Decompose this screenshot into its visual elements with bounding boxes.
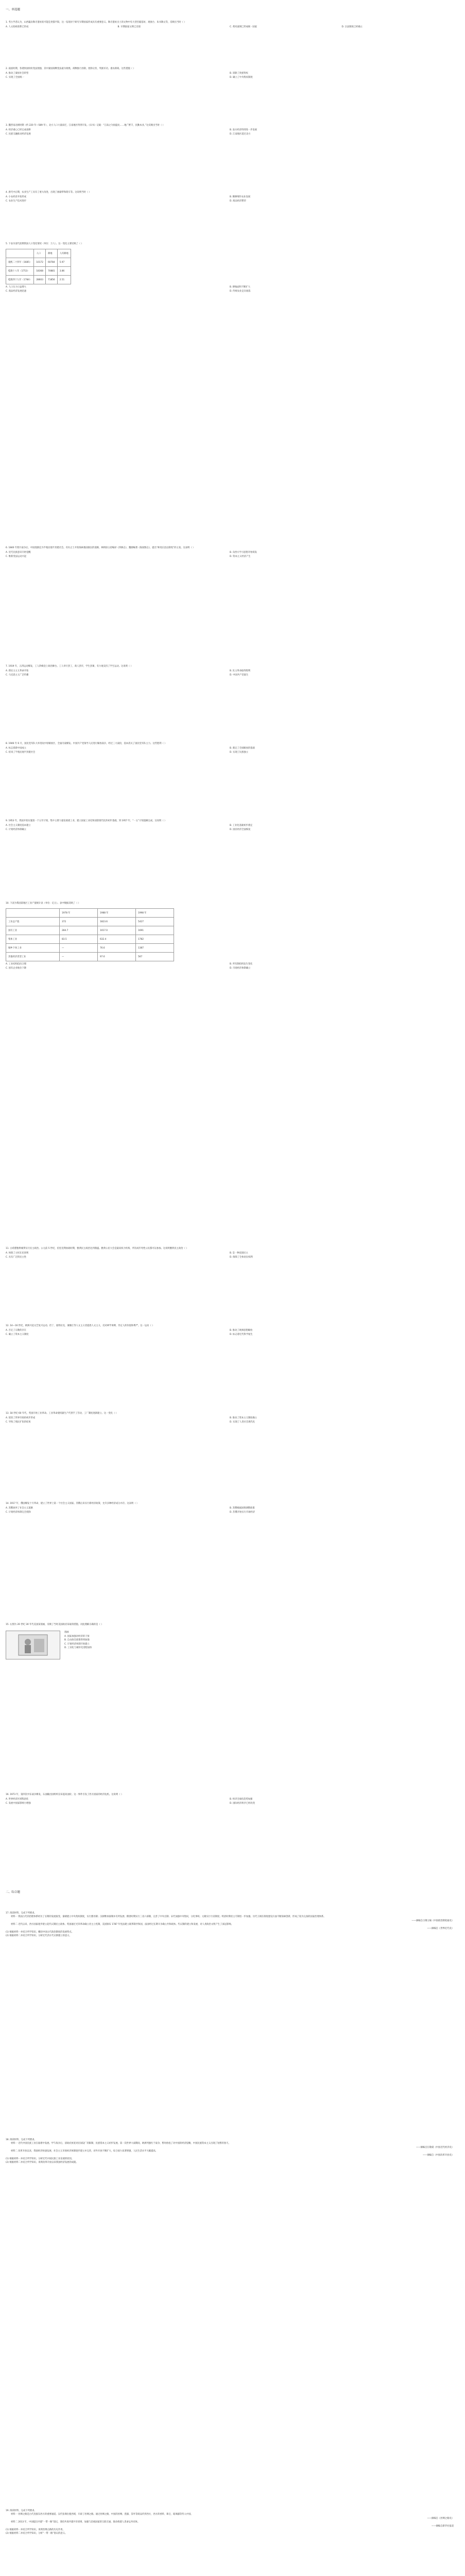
- table-header-row: [6, 249, 71, 258]
- options: [6, 551, 454, 558]
- picture-and-options: [6, 1631, 454, 1659]
- table-cell: 3.86: [57, 267, 71, 276]
- table-cell: 372: [60, 918, 98, 926]
- question-5: [6, 242, 454, 293]
- option-d[interactable]: D. 国民经济全面恢复: [230, 828, 251, 831]
- question-stem: 11. 古希腊雅典城邦实行民主政治。公元前 5 世纪，伯里克利执政时期，雅典民主政治达到鼎盛。雅典公民大会是最高权力机构，所有成年男性公民都可以参加。这说明雅典民主政治（ ）: [6, 1247, 188, 1250]
- table-cell: 83.5: [60, 935, 98, 944]
- option-c[interactable]: C. 计划经济体制完全废除: [6, 1511, 31, 1514]
- material-source: ——摘编自《中国改革开放史》: [422, 2154, 454, 2157]
- industry-table: [6, 908, 174, 961]
- question-stem: 14. 1917 年，俄国爆发十月革命，建立了世界上第一个社会主义国家。苏俄后来实行新经济政策，允许多种经济成分并存。这表明（ ）: [6, 1502, 139, 1505]
- option-c[interactable]: C. 具有广泛的民主性: [6, 1256, 27, 1259]
- options: [6, 128, 454, 136]
- table-row: [6, 953, 174, 961]
- option-c[interactable]: C. 农业生产技术进步: [6, 199, 27, 202]
- table-cell: 1823.6: [98, 918, 136, 926]
- question-stem: 2. 战国时期，各诸侯国纷纷变法图强，其中秦国商鞅变法最为彻底。商鞅推行县制，废除分封，奖励军功，重农抑商。这些措施（ ）: [6, 67, 135, 70]
- table-cell: 1387: [136, 944, 174, 953]
- option-c[interactable]: C. 国有企业地位下降: [6, 967, 27, 970]
- table-cell: 97.6: [98, 953, 136, 961]
- options: [6, 72, 454, 79]
- cartoon-icon: [18, 1634, 48, 1656]
- option-b[interactable]: B. 自由放任政策得到加强: [64, 1639, 90, 1642]
- question-stem: 8. 1946 年 6 月，国民党军队大举进攻中原解放区，全面内战爆发。中国共产党领导人民进行解放战争，经过三大战役，基本消灭了国民党军队主力。这些胜利（ ）: [6, 742, 167, 745]
- options: [6, 747, 454, 754]
- option-b[interactable]: B. 民主革命取得胜利: [230, 670, 251, 673]
- options: [6, 962, 454, 970]
- table-header: 1988 年: [98, 909, 136, 918]
- option-a[interactable]: A. 人文始祖谱系已形成: [6, 26, 29, 29]
- table-cell: —: [60, 944, 98, 953]
- option-d[interactable]: D. 保障了全体居民权利: [230, 1256, 253, 1259]
- question-stem: 5. 下表为清代前期我国人口变化情况（单位：万人）。这一变化主要反映了（ ）: [6, 243, 83, 245]
- table-cell: 18368: [34, 267, 46, 276]
- question-stem: 4. 唐代中后期，农业生产工具有了重大改进，出现了曲辕犁和筒车等。这说明当时（ ）: [6, 191, 91, 194]
- material-source: ——摘编自白钢主编《中国政治制度通史》: [411, 1919, 454, 1922]
- question-stem: 16. 1973 年，第四次中东战争爆发，石油输出国组织宣布提高油价。这一事件引发了西方国家的经济危机。这说明（ ）: [6, 1793, 124, 1796]
- option-a[interactable]: A. 否定了宗教的存在: [6, 1329, 26, 1332]
- table-row: [6, 918, 174, 926]
- option-d[interactable]: D. 实现了人类社会现代化: [230, 1420, 255, 1423]
- option-a[interactable]: A. 新民主主义革命开始: [6, 670, 29, 673]
- question-15: [6, 1623, 454, 1659]
- sub-question: (1) 根据材料一并结合所学知识，概括中国古代政治制度的发展特点。: [6, 1931, 74, 1934]
- sub-question: (1) 根据材料一并结合所学知识，分析近代中国民族工业发展的原因。: [6, 2158, 74, 2161]
- option-b[interactable]: B. 工业化基础初步奠定: [230, 824, 253, 827]
- question-stem: 7. 1919 年，五四运动爆发，工人阶级登上政治舞台。工人举行罢工，商人罢市，学生罢课，有力地支持了学生运动。这说明（ ）: [6, 665, 133, 668]
- material-1: 材料一 我国古代的治理体系经历了长期的发展演变。秦朝建立中央集权制度，实行郡县制；汉朝继承秦制并有所发展；隋唐时期实行三省六部制，完善了中央官制；宋代加强中央集权，分化事权；元朝实行行省制度；明清时期君主专制进一步加强。历代王朝在制度建设方面不断探索创新，形成了较为完备的国家治理体系。: [11, 1916, 326, 1919]
- table-cell: 70881: [45, 267, 57, 276]
- option-c[interactable]: C. 计划经济体制确立: [6, 828, 27, 831]
- table-cell: 乾隆十八年（1753）: [6, 267, 34, 276]
- picture-side: [64, 1631, 454, 1659]
- section-title-comprehensive: 二、综合题: [6, 1891, 20, 1894]
- option-c[interactable]: C. 计划经济体制开始建立: [64, 1642, 90, 1646]
- question-10: [6, 902, 454, 970]
- section-title-single-choice: 一、单选题: [6, 8, 20, 11]
- table-cell: 76.6: [98, 944, 136, 953]
- material-2: 材料二 改革开放以来，我国经济快速发展，社会主义市场经济体制逐步建立并完善，对外开放不断扩大，综合国力显著增强，人民生活水平大幅提高。: [11, 2150, 158, 2153]
- option-b[interactable]: B. 苏俄根据国情调整政策: [230, 1507, 255, 1510]
- options: [6, 824, 454, 832]
- material-2: 材料二 2013 年，中国提出共建“一带一路”倡议，秉持共商共建共享原则，加强与沿线国家的互联互通，推动构建人类命运共同体。: [11, 2521, 140, 2524]
- options: [6, 1798, 454, 1805]
- question-stem: 3. 魏晋南北朝时期（约 220 年—589 年），北方人口大量南迁，江南地区得到开发。《宋书》记载：“江南之为国盛矣……地广野丰，民勤本业。”这反映出当时（ ）: [6, 124, 165, 127]
- option-b[interactable]: B. 早期国家文明已出现: [117, 26, 141, 29]
- population-table: [6, 249, 71, 284]
- material-1: 材料一 近代中国民族工业在艰难中发展。甲午战争后，清政府放宽对民间设厂的限制，民族资本主义初步发展。第一次世界大战期间，欧洲列强忙于战争，暂时放松了对中国的经济侵略，中国民族资本主义出现了短暂的春天。: [11, 2142, 231, 2145]
- table-cell: 284.7: [60, 926, 98, 935]
- table-cell: 城乡个体工业: [6, 944, 60, 953]
- option-b[interactable]: B. 精耕细作农业发展: [230, 196, 251, 199]
- cartoon-image: [6, 1631, 60, 1659]
- table-row: [6, 276, 71, 284]
- table-header: [6, 909, 60, 918]
- question-stem: 19. 阅读材料，完成下列要求。: [6, 2510, 37, 2512]
- options: [6, 1329, 454, 1336]
- question-stem: 9. 1953 年，我国开始实施第一个五年计划，集中主要力量发展重工业，建立国家工业化和国防现代化的初步基础。到 1957 年，“一五”计划超额完成。这说明（ ）: [6, 820, 167, 822]
- options: [6, 669, 454, 677]
- option-d[interactable]: D. 苏俄开始实行市场经济: [230, 1511, 255, 1514]
- option-a[interactable]: A. 标志着新中国成立: [6, 747, 26, 750]
- option-b[interactable]: B. 是一种直接民主: [230, 1252, 248, 1255]
- option-a[interactable]: A. 世界经济区域集团化: [6, 1798, 29, 1801]
- table-cell: 71856: [45, 276, 57, 284]
- material-source: ——摘编自新华社报道: [432, 2524, 454, 2528]
- option-d[interactable]: D. 标志着近代科学诞生: [230, 1333, 253, 1336]
- table-cell: 1782: [136, 935, 174, 944]
- option-a[interactable]: A. 小农经济开始形成: [6, 196, 26, 199]
- table-header: 人均耕地: [57, 249, 71, 258]
- material-source: ——摘编自《丝绸之路史》: [427, 2517, 454, 2520]
- option-c[interactable]: C. 黄河流域已形成统一国家: [230, 26, 257, 29]
- question-9: [6, 819, 454, 832]
- option-b[interactable]: B. 向西方学习思想开始萌发: [230, 551, 257, 554]
- question-3: [6, 124, 454, 136]
- option-b[interactable]: B. 经济全球化趋势加强: [230, 1798, 253, 1801]
- table-cell: —: [60, 953, 98, 961]
- table-header: 1978 年: [60, 909, 98, 918]
- option-d[interactable]: D. 商品经济繁荣: [230, 199, 246, 202]
- material-source: ——摘编自汪敬虞《中国近代经济史》: [416, 2146, 454, 2149]
- table-header: [6, 249, 34, 258]
- question-stem: 15. 右图为 20 世纪 30 年代美国某漫画，反映了当时美国政府采取的措施。对此理解正确的是（ ）: [6, 1623, 104, 1626]
- table-cell: 康熙二十四年（1685）: [6, 258, 34, 267]
- option-d[interactable]: D. 中国共产党诞生: [230, 673, 249, 676]
- option-c[interactable]: C. 结束了半殖民地半封建社会: [6, 751, 36, 754]
- option-a[interactable]: A. 国家加强对经济的干预: [64, 1635, 90, 1638]
- table-row: [6, 258, 71, 267]
- table-cell: 集体工业: [6, 935, 60, 944]
- table-cell: 乾隆四十九年（1784）: [6, 276, 34, 284]
- option-b[interactable]: B. 南方经济得到进一步发展: [230, 129, 257, 132]
- table-header: 1998 年: [136, 909, 174, 918]
- sub-question: (2) 根据材料二并结合所学知识，说明改革开放以来我国经济发展的成就。: [6, 2161, 78, 2164]
- question-1: [6, 21, 454, 29]
- option-c[interactable]: C. 发展中国家影响力增强: [6, 1802, 31, 1805]
- question-stem: 17. 阅读材料，完成下列要求。: [6, 1912, 37, 1914]
- question-7: [6, 665, 454, 677]
- option-b[interactable]: B. 耕地面积不断扩大: [230, 286, 251, 289]
- table-row: [6, 935, 174, 944]
- table-cell: 28603: [34, 276, 46, 284]
- table-row: [6, 944, 174, 953]
- option-d[interactable]: D. 宗法制度已经确立: [341, 26, 363, 29]
- table-row: [6, 926, 174, 935]
- question-stem: 6. 1840 年鸦片战争后，中国逐渐沦为半殖民地半封建社会。有识之士开始探索救国救民的道路，林则徐主持编译《四洲志》，魏源编著《海国图志》，提出“师夷长技以制夷”的主张。这表明（ ）: [6, 547, 195, 549]
- options: [6, 285, 454, 293]
- option-d[interactable]: D. 市场经济体制确立: [230, 967, 251, 970]
- question-stem: 18. 阅读材料，完成下列要求。: [6, 2139, 37, 2141]
- question-13: [6, 1412, 454, 1424]
- options: [6, 25, 454, 29]
- table-header: 人口: [34, 249, 46, 258]
- option-c[interactable]: C. 商品经济发展迅速: [6, 290, 27, 293]
- sub-question: (2) 根据材料二并结合所学知识，分析近代西方代议制建立的意义。: [6, 1935, 72, 1938]
- question-17: [6, 1911, 454, 1938]
- option-a[interactable]: A. 近代民族意识开始觉醒: [6, 551, 31, 554]
- table-cell: 1691: [136, 926, 174, 935]
- question-stem: 12. 14—16 世纪，欧洲兴起文艺复兴运动。但丁、彼特拉克、薄伽丘等人文主义者提倡人文主义，反对神学束缚，肯定人的价值和尊严。这一运动（ ）: [6, 1325, 154, 1327]
- option-b[interactable]: B. 推动了欧洲思想解放: [230, 1329, 253, 1332]
- option-a[interactable]: A. 促进了世界市场的初步形成: [6, 1417, 36, 1420]
- options: [6, 1416, 454, 1424]
- question-16: [6, 1793, 454, 1805]
- table-cell: 10172: [34, 258, 46, 267]
- options: [6, 1251, 454, 1259]
- option-c[interactable]: C. 导致了殖民扩张的结束: [6, 1420, 31, 1423]
- option-c[interactable]: C. 维新变法运动兴起: [6, 555, 27, 558]
- question-4: [6, 191, 454, 203]
- option-a[interactable]: A. 经济重心已经完成南移: [6, 129, 31, 132]
- table-cell: 60784: [45, 258, 57, 267]
- option-d[interactable]: D. 传统农业走向衰落: [230, 290, 251, 293]
- option-b[interactable]: B. 消除了贵族特权: [230, 72, 248, 75]
- option-a[interactable]: A. 社会主义制度基本建立: [6, 824, 31, 827]
- option-a[interactable]: A. 工业结构趋向合理: [6, 963, 26, 966]
- material-1: 材料一 丝绸之路是古代连接东西方的重要通道。汉代张骞出使西域，开辟了丝绸之路。通过丝绸之路，中国的丝绸、瓷器、茶叶等商品传到西方，西方的香料、珠宝、玻璃器等传入中国。: [11, 2513, 193, 2516]
- table-cell: 2.51: [57, 276, 71, 284]
- option-a[interactable]: A. 人口压力日益增大: [6, 286, 26, 289]
- table-cell: 567: [136, 953, 174, 961]
- option-c[interactable]: C. 确立了资本主义制度: [6, 1333, 29, 1336]
- option-d[interactable]: D. 资本主义经济产生: [230, 555, 251, 558]
- question-stem: 10. 下表为我国某地区工业产值统计表（单位：亿元）。表中数据反映了（ ）: [6, 902, 80, 905]
- option-d[interactable]: D. 江南地区超过北方: [230, 132, 251, 135]
- question-stem: 13. 18 世纪 60 年代，英国开始工业革命。工业革命使机器生产代替手工劳动，工厂制度逐渐建立。这一变化（ ）: [6, 1412, 118, 1415]
- question-11: [6, 1247, 454, 1259]
- table-header: 耕地: [45, 249, 57, 258]
- table-cell: 1017.0: [98, 926, 136, 935]
- table-row: [6, 267, 71, 276]
- option-d[interactable]: D. 国际经济秩序已经改变: [230, 1802, 255, 1805]
- question-8: [6, 742, 454, 754]
- sub-question: (1) 根据材料一并结合所学知识，说明丝绸之路的历史作用。: [6, 2529, 65, 2532]
- material-source: ——摘编自《世界近代史》: [427, 1927, 454, 1930]
- option-b[interactable]: B. 所有制结构发生变化: [230, 963, 253, 966]
- option-b[interactable]: B. 推动了资本主义制度确立: [230, 1417, 257, 1420]
- option-d[interactable]: D. 工业化与城市化进程加快: [64, 1647, 92, 1650]
- table-cell: 工业总产值: [6, 918, 60, 926]
- table-cell: 其他经济类型工业: [6, 953, 60, 961]
- option-c[interactable]: C. 马克思主义广泛传播: [6, 673, 29, 676]
- option-b[interactable]: B. 奠定了全国解放的基础: [230, 747, 255, 750]
- table-cell: 国有工业: [6, 926, 60, 935]
- question-18: [6, 2138, 454, 2165]
- question-6: [6, 546, 454, 558]
- options: [64, 1635, 454, 1650]
- option-c[interactable]: C. 民族交融推动经济发展: [6, 132, 31, 135]
- question-14: [6, 1502, 454, 1514]
- table-cell: 632.4: [98, 935, 136, 944]
- option-a[interactable]: A. 推动了秦国社会转型: [6, 72, 29, 75]
- table-header-row: [6, 909, 174, 918]
- options: [6, 1506, 454, 1514]
- options: [6, 195, 454, 203]
- option-d[interactable]: D. 实现了民族独立: [230, 751, 249, 754]
- question-2: [6, 67, 454, 79]
- material-2: 材料二 近代以来，西方国家逐步建立起代议制民主政体。英国通过光荣革命确立君主立宪制，美国颁布 1787 年宪法建立联邦制共和国，法国经过长期斗争确立共和政体。代议制的建立和发展，对人类政治文明产生了深远影响。: [11, 1923, 233, 1926]
- table-cell: 5427: [136, 918, 174, 926]
- option-a[interactable]: A. 苏俄放弃了社会主义道路: [6, 1507, 33, 1510]
- option-a[interactable]: A. 体现了主权在民原则: [6, 1252, 29, 1255]
- option-d[interactable]: D. 确立了中央集权制度: [230, 76, 253, 79]
- table-cell: 5.97: [57, 258, 71, 267]
- question-stem: 1. 考古学者认为，山西襄汾陶寺遗址很可能是尧都平阳，这一发现对于研究早期国家形成具有重要意义。陶寺遗址出土的文物中有大型宫殿基址、观象台、朱书陶文等，反映出当时（ ）: [6, 21, 186, 24]
- question-12: [6, 1324, 454, 1336]
- question-19: [6, 2509, 454, 2536]
- picture-caption: 漫画: [64, 1631, 69, 1634]
- option-c[interactable]: C. 实现了全国统一: [6, 76, 24, 79]
- sub-question: (2) 根据材料二并结合所学知识，分析“一带一路”倡议的意义。: [6, 2532, 67, 2535]
